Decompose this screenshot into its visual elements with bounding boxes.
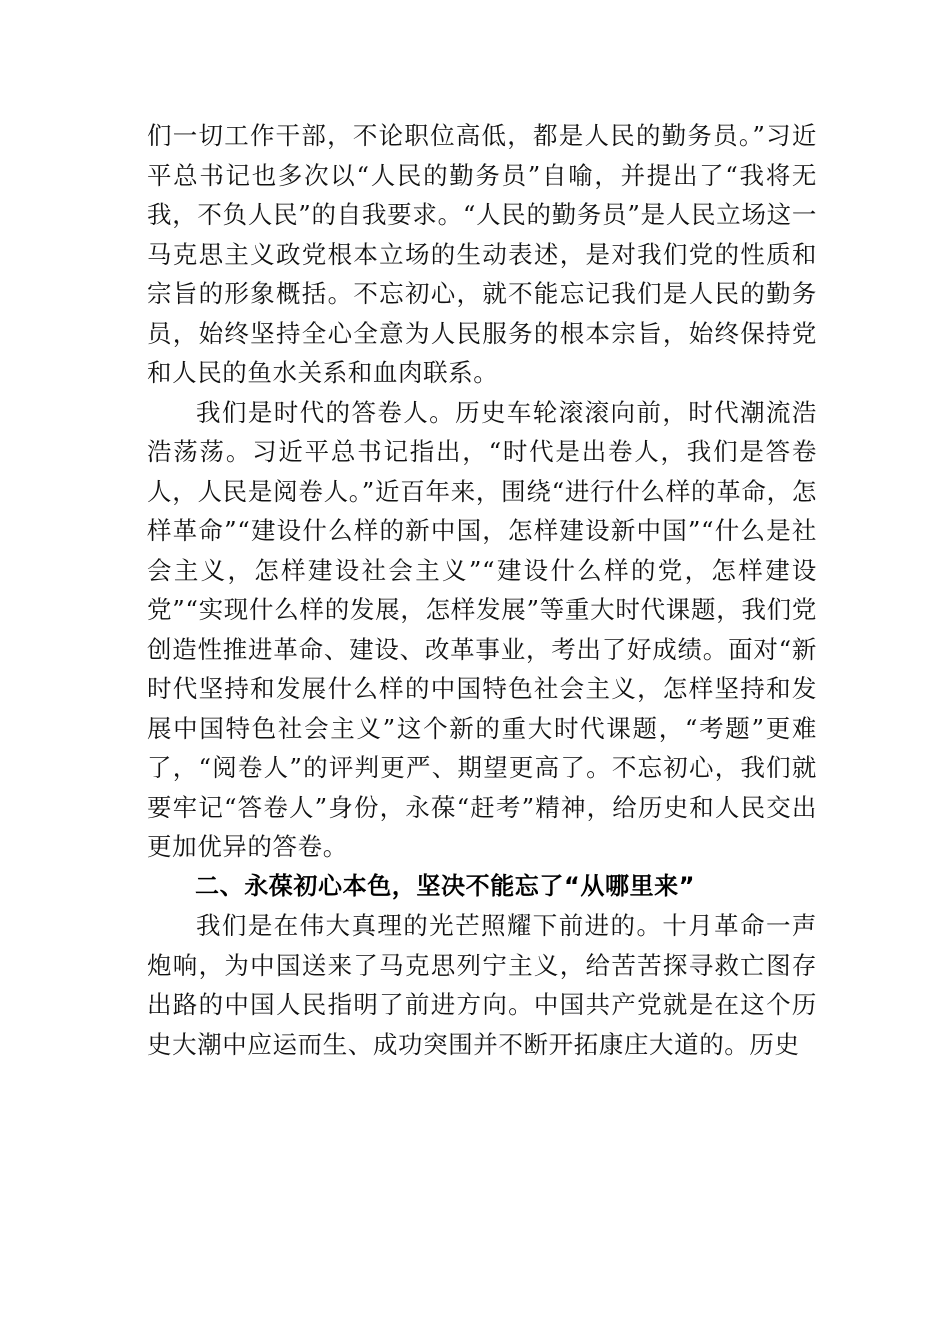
document-body — [147, 116, 817, 1064]
section-heading: 二、永葆初心本色，坚决不能忘了“从哪里来” — [195, 871, 696, 900]
paragraph-truth: 我们是在伟大真理的光芒照耀下前进的。十月革命一声炮响，为中国送来了马克思列宁主义，给苦苦探寻救亡图存出路的中国人民指明了前进方向。中国共产党就是在这个历史大潮中应运而生、成功突围并不断开拓康庄大道的。历史 — [147, 911, 817, 1059]
paragraph-continuation: 们一切工作干部，不论职位高低，都是人民的勤务员。”习近平总书记也多次以“人民的勤务员”自喻，并提出了“我将无我，不负人民”的自我要求。“人民的勤务员”是人民立场这一马克思主义政党根本立场的生动表述，是对我们党的性质和宗旨的形象概括。不忘初心，就不能忘记我们是人民的勤务员，始终坚持全心全意为人民服务的根本宗旨，始终保持党和人民的鱼水关系和血肉联系。 — [147, 121, 817, 387]
paragraph-answer-sheet: 我们是时代的答卷人。历史车轮滚滚向前，时代潮流浩浩荡荡。习近平总书记指出，“时代是出卷人，我们是答卷人，人民是阅卷人。”近百年来，围绕“进行什么样的革命，怎样革命”“建设什么样的新中国，怎样建设新中国”“什么是社会主义，怎样建设社会主义”“建设什么样的党，怎样建设党”“实现什么样的发展，怎样发展”等重大时代课题，我们党创造性推进革命、建设、改革事业，考出了好成绩。面对“新时代坚持和发展什么样的中国特色社会主义，怎样坚持和发展中国特色社会主义”这个新的重大时代课题，“考题”更难了，“阅卷人”的评判更严、期望更高了。不忘初心，我们就要牢记“答卷人”身份，永葆“赶考”精神，给历史和人民交出更加优异的答卷。 — [147, 397, 817, 861]
